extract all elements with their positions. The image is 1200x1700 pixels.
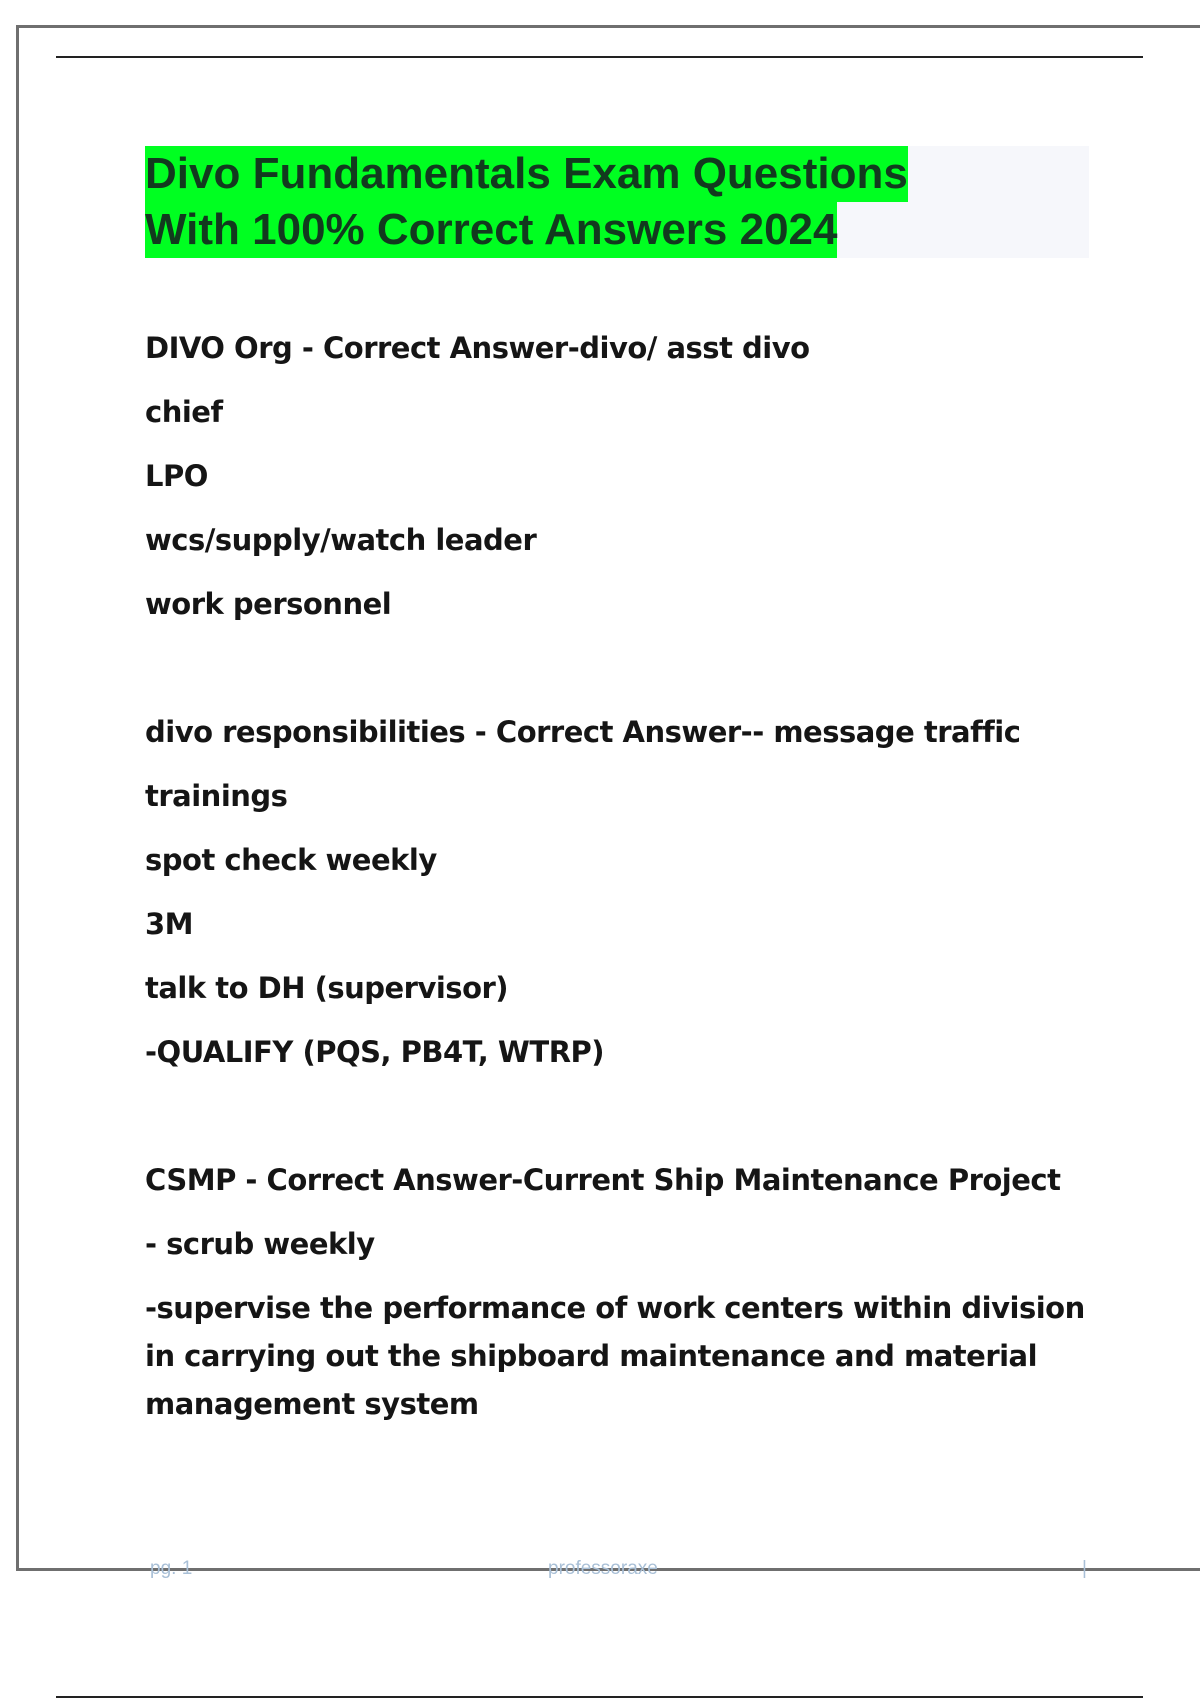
answer-line: work personnel bbox=[145, 587, 392, 621]
footer-mark: | bbox=[1082, 1558, 1087, 1579]
title-line-2: With 100% Correct Answers 2024 bbox=[145, 202, 837, 258]
qa-block-csmp bbox=[145, 1148, 1085, 1428]
answer-line: -QUALIFY (PQS, PB4T, WTRP) bbox=[145, 1035, 605, 1069]
qa-block-divo-responsibilities bbox=[145, 700, 1085, 1084]
question-line: divo responsibilities - Correct Answer-- message traffic bbox=[145, 715, 1021, 749]
next-page-rule bbox=[56, 1696, 1143, 1698]
answer-line: 3M bbox=[145, 907, 194, 941]
answer-paragraph: -supervise the performance of work centers within division in carrying out the shipboard maintenance and material management system bbox=[145, 1291, 1085, 1421]
page-footer bbox=[0, 1558, 1200, 1588]
answer-line: talk to DH (supervisor) bbox=[145, 971, 509, 1005]
title-line-1: Divo Fundamentals Exam Questions bbox=[145, 146, 908, 202]
answer-line: chief bbox=[145, 395, 223, 429]
footer-author: professoraxe bbox=[548, 1558, 658, 1579]
answer-line: trainings bbox=[145, 779, 288, 813]
qa-block-divo-org bbox=[145, 316, 1085, 636]
document-title bbox=[145, 146, 1089, 258]
question-line: CSMP - Correct Answer-Current Ship Maintenance Project bbox=[145, 1163, 1061, 1197]
header-rule bbox=[56, 56, 1143, 58]
answer-line: spot check weekly bbox=[145, 843, 437, 877]
answer-line: - scrub weekly bbox=[145, 1227, 375, 1261]
answer-line: wcs/supply/watch leader bbox=[145, 523, 537, 557]
document-body bbox=[145, 316, 1085, 1492]
answer-line: LPO bbox=[145, 459, 208, 493]
question-line: DIVO Org - Correct Answer-divo/ asst divo bbox=[145, 331, 810, 365]
page-number: pg. 1 bbox=[150, 1558, 193, 1579]
